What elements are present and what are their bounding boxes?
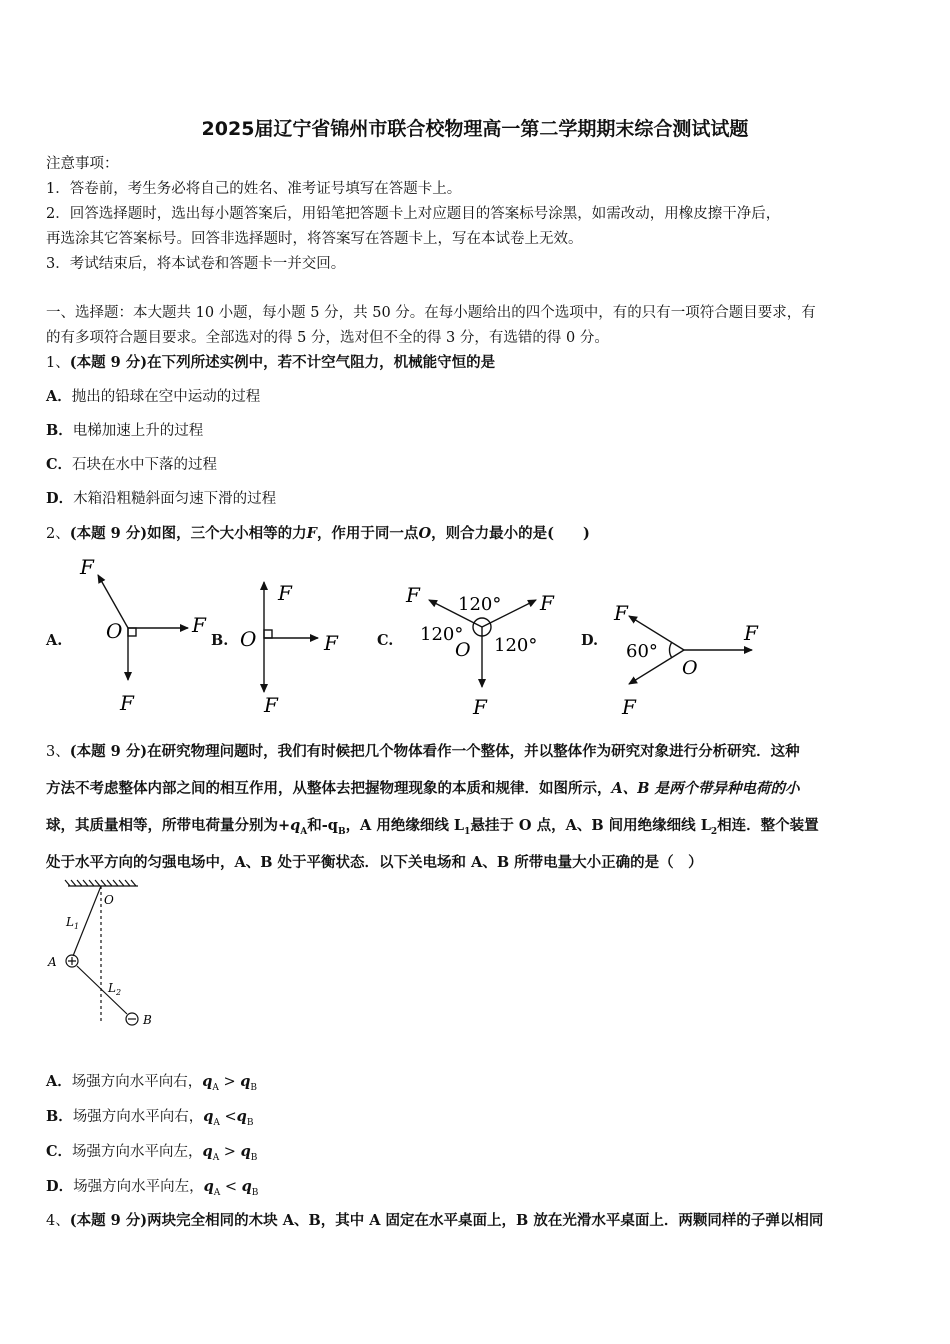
label-l2-main: L — [108, 981, 116, 995]
diagram-c-label-f1: F — [406, 583, 420, 607]
question-3-text-1: (本题 9 分)在研究物理问题时，我们有时候把几个物体看作一个整体，并以整体作为研究对象进行分析研究．这种 — [69, 743, 800, 760]
ceiling-hatch — [65, 880, 136, 886]
question-3-text-4a: 处于水平方向的匀强电场中， — [46, 854, 235, 871]
label-l2-sub: 2 — [115, 988, 122, 997]
q1-option-b[interactable] — [46, 419, 906, 440]
section-intro-2: 的有多项符合题目要求。全部选对的得 5 分，选对但不全的得 3 分，有选错的得 0 分。 — [46, 330, 609, 346]
q3-option-c[interactable] — [46, 1140, 906, 1163]
q3-option-b-rel: < — [219, 1109, 237, 1125]
question-2-text-c: ，则合力最小的是( ) — [431, 525, 590, 542]
notice-item-1: 1．答卷前，考生务必将自己的姓名、准考证号填写在答题卡上。 — [46, 181, 462, 197]
question-3-text-3e: 相连．整个装置 — [717, 817, 819, 834]
diagram-b-label-o: O — [240, 627, 257, 651]
page-title: 2025届辽宁省锦州市联合校物理高一第二学期期末综合测试试题 — [201, 118, 749, 140]
q3-sub-a: A — [300, 826, 308, 837]
q1-option-b-key: B． — [46, 422, 73, 439]
q3-option-b[interactable] — [46, 1105, 906, 1128]
question-3-text-3c: ，A 用绝缘细线 L — [345, 817, 465, 834]
q2-option-d-label[interactable]: D. — [581, 632, 599, 649]
q3-sub-b: B — [337, 826, 346, 837]
q3-option-a-key: A． — [46, 1073, 72, 1090]
q3-option-b-sub2: B — [246, 1117, 254, 1128]
question-3-number: 3、 — [46, 744, 70, 760]
q2-option-c-label[interactable]: C. — [377, 632, 394, 649]
question-4-number: 4、 — [46, 1213, 70, 1229]
q3-option-c-text: 场强方向水平向左， — [72, 1144, 203, 1160]
question-4-stem — [46, 1209, 906, 1230]
question-2-f: F — [306, 525, 317, 542]
q3-sub-1: 1 — [464, 826, 471, 837]
diagram-d-label-f2: F — [744, 621, 758, 645]
q3-option-d-sub1: A — [213, 1187, 221, 1198]
q3-pendulum-diagram — [40, 878, 170, 1033]
q1-option-a-key: A． — [46, 388, 72, 405]
q3-option-d-sub2: B — [251, 1187, 259, 1198]
question-3-text-3d: 悬挂于 O 点，A、B 间用绝缘细线 L — [470, 817, 711, 834]
question-2-stem — [46, 522, 906, 543]
diagram-d-label-f1: F — [614, 601, 628, 625]
diagram-d-label-f3: F — [622, 695, 636, 719]
q1-option-b-text: 电梯加速上升的过程 — [72, 423, 204, 439]
question-3-text-2b: A、B 是两个带异种电荷的小 — [611, 780, 800, 797]
label-a: A — [48, 955, 57, 969]
notice-item-2: 2．回答选择题时，选出每小题答案后，用铅笔把答题卡上对应题目的答案标号涂黑，如需改动，用橡皮擦干净后， — [46, 206, 781, 222]
thread-l1 — [73, 886, 101, 956]
question-3-text-4b: A、B 处于平衡状态．以下关电场和 A、B 所带电量大小正确的是（ ） — [234, 854, 703, 871]
q3-option-d-text: 场强方向水平向左， — [73, 1179, 204, 1195]
diagram-a-label-f2: F — [192, 613, 206, 637]
q1-option-d-text: 木箱沿粗糙斜面匀速下滑的过程 — [73, 491, 277, 507]
q3-option-a-q1: q — [202, 1073, 213, 1090]
diagram-b-label-f3: F — [264, 693, 278, 717]
diagram-c-angle-left: 120° — [420, 624, 464, 645]
q3-option-d-key: D． — [46, 1178, 74, 1195]
q3-charge-b: 和-q — [307, 817, 338, 834]
notice-item-2-cont: 再选涂其它答案标号。回答非选择题时，将答案写在答题卡上，写在本试卷上无效。 — [46, 231, 583, 247]
question-2-text-b: ，作用于同一点 — [316, 525, 419, 542]
label-b: B — [143, 1013, 152, 1027]
diagram-d-label-o: O — [682, 657, 698, 679]
notice-item-3: 3．考试结束后，将本试卷和答题卡一并交回。 — [46, 256, 346, 272]
q3-option-c-q1: q — [202, 1143, 213, 1160]
question-3-line-4 — [46, 851, 906, 872]
q3-option-b-q2: q — [236, 1108, 247, 1125]
diagram-a-label-o: O — [106, 619, 123, 643]
question-3-line-1 — [46, 740, 906, 761]
label-l1-main: L — [66, 915, 74, 929]
q3-charge-a: +q — [278, 817, 301, 834]
q1-option-a-text: 抛出的铅球在空中运动的过程 — [71, 389, 261, 405]
q1-option-d[interactable] — [46, 487, 906, 508]
diagram-d-angle: 60° — [626, 641, 658, 662]
q1-option-c[interactable] — [46, 453, 906, 474]
question-3-text-3a: 球，其质量相等，所带电荷量分别为 — [46, 817, 278, 834]
q2-force-diagrams — [0, 550, 950, 720]
q3-option-a-rel: > — [218, 1074, 241, 1090]
diagram-b-label-f1: F — [278, 581, 292, 605]
q3-option-c-sub1: A — [212, 1152, 220, 1163]
q3-option-a[interactable] — [46, 1070, 906, 1093]
question-3-line-3 — [46, 814, 906, 837]
q3-option-c-key: C． — [46, 1143, 73, 1160]
diagram-c-angle-top: 120° — [458, 594, 502, 615]
label-l2 — [107, 981, 121, 997]
label-l1-sub: 1 — [73, 922, 80, 931]
q3-option-c-rel: > — [219, 1144, 241, 1160]
q3-option-b-q1: q — [203, 1108, 214, 1125]
q3-option-a-text: 场强方向水平向右， — [71, 1074, 203, 1090]
q3-option-d[interactable] — [46, 1175, 906, 1198]
diagram-c-angle-right: 120° — [494, 635, 538, 656]
q3-option-b-key: B． — [46, 1108, 73, 1125]
diagram-b-label-f2: F — [324, 631, 338, 655]
q1-option-a[interactable] — [46, 385, 906, 406]
q3-option-b-sub1: A — [213, 1117, 220, 1128]
diagram-a-label-f1: F — [80, 555, 94, 579]
question-2-o: O — [418, 525, 432, 542]
question-1-stem — [46, 351, 906, 372]
question-1-number: 1、 — [46, 355, 70, 371]
question-1-text: (本题 9 分)在下列所述实例中，若不计空气阻力，机械能守恒的是 — [69, 354, 496, 371]
question-3-text-2a: 方法不考虑整体内部之间的相互作用，从整体去把握物理现象的本质和规律．如图所示， — [46, 780, 612, 797]
label-o: O — [104, 893, 114, 907]
label-l1 — [65, 915, 79, 931]
diagram-c-label-f3: F — [473, 695, 487, 719]
q3-option-c-sub2: B — [250, 1152, 258, 1163]
diagram-c-label-f2: F — [540, 591, 554, 615]
notice-heading: 注意事项： — [46, 156, 119, 172]
q3-option-a-sub1: A — [212, 1082, 219, 1093]
q3-option-a-q2: q — [240, 1073, 251, 1090]
q3-option-d-q2: q — [241, 1178, 252, 1195]
q1-option-c-text: 石块在水中下落的过程 — [72, 457, 218, 473]
diagram-a-label-f3: F — [120, 691, 134, 715]
q2-option-b-label[interactable]: B. — [211, 632, 229, 649]
question-3-line-2 — [46, 777, 906, 798]
q2-option-a-label[interactable]: A. — [46, 632, 63, 649]
q3-sub-2: 2 — [710, 826, 718, 837]
section-intro-1: 一、选择题：本大题共 10 小题，每小题 5 分，共 50 分。在每小题给出的四个选项中，有的只有一项符合题目要求，有 — [46, 305, 816, 321]
q3-option-c-q2: q — [240, 1143, 251, 1160]
q3-option-b-text: 场强方向水平向右， — [72, 1109, 204, 1125]
question-2-number: 2、 — [46, 526, 70, 542]
question-4-text: (本题 9 分)两块完全相同的木块 A、B，其中 A 固定在水平桌面上，B 放在光滑水平桌面上．两颗同样的子弹以相同 — [69, 1212, 824, 1229]
q3-option-d-rel: < — [220, 1179, 242, 1195]
q1-option-c-key: C． — [46, 456, 73, 473]
q1-option-d-key: D． — [46, 490, 74, 507]
q3-option-d-q1: q — [203, 1178, 214, 1195]
question-2-text-a: (本题 9 分)如图，三个大小相等的力 — [69, 525, 307, 542]
diagram-c-label-o: O — [455, 639, 471, 661]
q3-option-a-sub2: B — [250, 1082, 258, 1093]
